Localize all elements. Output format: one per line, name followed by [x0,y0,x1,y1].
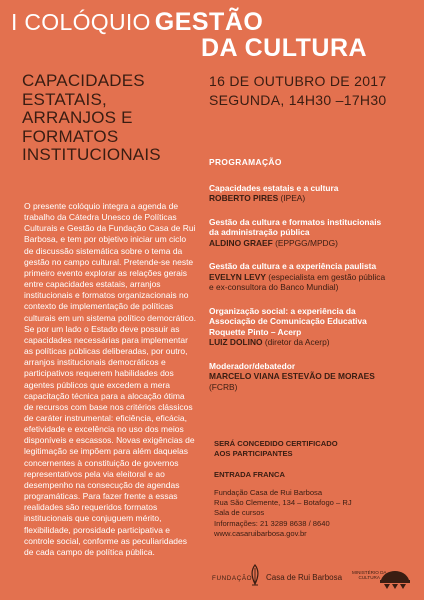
moderator-label: Moderador/debatedor [209,360,296,371]
fcrb-quill-logo-icon [248,564,262,586]
event-datetime [209,72,387,110]
program-item-title: Associação de Comunicação Educativa [209,316,367,326]
speaker-affiliation: e ex-consultora do Banco Mundial) [209,282,339,292]
program-item-title: Gestão da cultura e formatos institucionais [209,216,382,227]
certificate-line: AOS PARTICIPANTES [214,449,293,459]
program-item-title: da administração pública [209,227,310,237]
program-item-title: Organização social: a experiência da [209,305,356,316]
speaker-name: ROBERTO PIRES [209,193,279,203]
title-da-cultura: DA CULTURA [201,34,368,62]
venue-line: Sala de cursos [214,508,265,518]
program-item-title: Roquette Pinto – Acerp [209,326,302,337]
speaker-affiliation: (EPPGG/MPDG) [275,237,338,248]
speaker-name: LUIZ DOLINO [209,337,263,347]
program-item [209,261,414,293]
ministry-line: MINISTÉRIO DA [352,570,387,575]
speaker-name: ALDINO GRAEF [209,237,273,248]
event-subtitle [22,72,192,165]
free-entry-notice: ENTRADA FRANCA [214,469,286,479]
fundacao-label: FUNDAÇÃO [212,575,253,582]
brasil-government-logo-icon [378,563,412,591]
speaker-name: EVELYN LEVY [209,271,266,282]
program-item-title: Capacidades estatais e a cultura [209,182,339,193]
poster-title-line1 [11,8,263,37]
program-item [209,306,414,348]
moderator-name: MARCELO VIANA ESTEVÃO DE MORAES [209,371,375,381]
sponsor-logos [212,561,412,593]
venue-line: Fundação Casa de Rui Barbosa [214,487,323,497]
speaker-affiliation: (IPEA) [280,193,306,203]
event-date: 16 DE OUTUBRO DE 2017 [209,73,387,89]
certificate-notice [214,439,414,460]
title-gestao: GESTÃO [154,8,264,36]
venue-details [214,488,414,539]
speaker-affiliation: (especialista em gestão pública [268,271,386,282]
program-item [209,183,414,204]
intro-paragraph: O presente colóquio integra a agenda de trabalho da Cátedra Unesco de Políticas Culturais e Gestão da Fundação Casa de Rui Barbosa, e tem por objetivo iniciar um ciclo de discussão sistemática sobre o tema da gestão no campo cultural. Pretende-se neste primeiro evento explorar as relações gerais entre capacidades estatais, arranjos institucionais e formatos organizacionais no contexto de implementação de políticas culturais em um sistema político democrático. Se por um lado o Estado deve possuir as capacidades necessárias para implementar as políticas públicas deliberadas, por outro, arranjos institucionais democráticos e participativos requerem habilidades dos agentes públicos que excedem a mera capacitação técnica para a alocação ótima de recursos com base nos critérios clássicos de caráter instrumental: eficiência, eficácia, efetividade e excelência no uso dos meios disponíveis e escassos. Novas exigências de legitimação se impõem para além daquelas concernentes à constituição de governos representativos pela via eleitoral e ao desempenho na consecução de agendas programáticas. Para fazer frente a essas realidades são requeridos formatos institucionais que conjuguem mérito, flexibilidade, porosidade participativa e controle social, conforme as peculiaridades de cada campo de política pública. [24,201,196,557]
program-heading: PROGRAMAÇÃO [209,157,282,167]
program-item [209,217,414,249]
venue-phone: Informações: 21 3289 8638 / 8640 [214,518,330,528]
subtitle-line: FORMATOS [22,126,119,146]
moderator-block [209,361,414,393]
speaker-affiliation: (diretor da Acerp) [264,337,330,347]
subtitle-line: ESTATAIS, [22,89,107,109]
program-section [209,157,414,392]
subtitle-line: CAPACIDADES [22,71,145,90]
fcrb-logo-text: Casa de Rui Barbosa [266,573,343,582]
program-item-title: Gestão da cultura e a experiência paulista [209,261,377,271]
event-time: SEGUNDA, 14H30 –17H30 [209,92,387,108]
venue-line: Rua São Clemente, 134 – Botafogo – RJ [214,498,352,508]
subtitle-line: INSTITUCIONAIS [22,145,161,164]
ministry-line: CULTURA [358,575,380,581]
title-colloquium: I COLÓQUIO [11,9,151,35]
subtitle-line: ARRANJOS E [22,108,133,127]
venue-website[interactable]: www.casaruibarbosa.gov.br [214,529,307,539]
moderator-affiliation: (FCRB) [209,381,238,392]
event-info [214,439,414,539]
certificate-line: SERÁ CONCEDIDO CERTIFICADO [214,439,338,448]
